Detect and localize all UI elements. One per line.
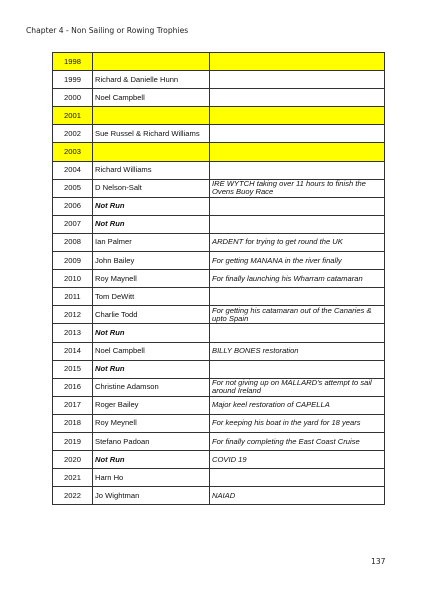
table-row [53,179,385,197]
table-row [53,432,385,450]
table-row [53,288,385,306]
winner-cell: Jo Wightman [93,487,210,505]
winner-cell [93,53,210,71]
reason-cell [210,53,385,71]
table-row [53,161,385,179]
reason-cell [210,288,385,306]
year-cell: 2021 [53,469,93,487]
winner-cell: John Bailey [93,252,210,270]
year-cell: 2014 [53,342,93,360]
year-cell: 2007 [53,215,93,233]
table-row [53,469,385,487]
reason-cell: ARDENT for trying to get round the UK [210,233,385,251]
winner-cell: Not Run [93,451,210,469]
reason-cell: For keeping his boat in the yard for 18 years [210,414,385,432]
reason-cell [210,215,385,233]
year-cell: 2006 [53,197,93,215]
year-cell: 2002 [53,125,93,143]
year-cell: 2005 [53,179,93,197]
winner-cell: Charlie Todd [93,306,210,324]
year-cell: 2018 [53,414,93,432]
year-cell: 2022 [53,487,93,505]
trophy-table-body [53,53,385,505]
reason-cell: For finally launching his Wharram catamaran [210,270,385,288]
table-row [53,487,385,505]
winner-cell: Richard Williams [93,161,210,179]
reason-cell: IRE WYTCH taking over 11 hours to finish the Ovens Buoy Race [210,179,385,197]
reason-cell [210,197,385,215]
winner-cell: Noel Campbell [93,342,210,360]
table-row [53,306,385,324]
table-row [53,270,385,288]
year-cell: 1998 [53,53,93,71]
reason-cell: For getting his catamaran out of the Canaries & upto Spain [210,306,385,324]
year-cell: 2020 [53,451,93,469]
table-row [53,342,385,360]
reason-cell [210,360,385,378]
year-cell: 1999 [53,71,93,89]
winner-cell: Not Run [93,360,210,378]
reason-cell [210,89,385,107]
reason-cell [210,71,385,89]
table-row [53,396,385,414]
winner-cell: Not Run [93,215,210,233]
table-row [53,233,385,251]
year-cell: 2009 [53,252,93,270]
table-row [53,414,385,432]
year-cell: 2004 [53,161,93,179]
year-cell: 2016 [53,378,93,396]
reason-cell: BILLY BONES restoration [210,342,385,360]
winner-cell: Not Run [93,197,210,215]
winner-cell: Roy Maynell [93,270,210,288]
winner-cell: Not Run [93,324,210,342]
year-cell: 2001 [53,107,93,125]
year-cell: 2015 [53,360,93,378]
winner-cell: Tom DeWitt [93,288,210,306]
table-row [53,125,385,143]
reason-cell: NAIAD [210,487,385,505]
reason-cell: For not giving up on MALLARD's attempt to sail around Ireland [210,378,385,396]
table-row [53,197,385,215]
chapter-heading: Chapter 4 - Non Sailing or Rowing Trophies [26,26,189,35]
winner-cell: Roy Meynell [93,414,210,432]
table-row [53,89,385,107]
year-cell: 2011 [53,288,93,306]
year-cell: 2003 [53,143,93,161]
table-row [53,360,385,378]
table-row [53,324,385,342]
winner-cell: Noel Campbell [93,89,210,107]
reason-cell [210,161,385,179]
winner-cell: D Nelson-Salt [93,179,210,197]
reason-cell [210,125,385,143]
winner-cell: Stefano Padoan [93,432,210,450]
reason-cell [210,469,385,487]
reason-cell: For getting MANANA in the river finally [210,252,385,270]
reason-cell [210,143,385,161]
year-cell: 2017 [53,396,93,414]
table-row [53,252,385,270]
table-row [53,107,385,125]
reason-cell [210,324,385,342]
year-cell: 2010 [53,270,93,288]
winner-cell: Richard & Danielle Hunn [93,71,210,89]
year-cell: 2000 [53,89,93,107]
winner-cell: Christine Adamson [93,378,210,396]
winner-cell: Harn Ho [93,469,210,487]
reason-cell: Major keel restoration of CAPELLA [210,396,385,414]
winner-cell [93,143,210,161]
year-cell: 2012 [53,306,93,324]
table-row [53,215,385,233]
table-row [53,71,385,89]
page-number: 137 [371,557,386,566]
winner-cell: Roger Bailey [93,396,210,414]
table-row [53,451,385,469]
reason-cell: For finally completing the East Coast Cruise [210,432,385,450]
year-cell: 2019 [53,432,93,450]
winner-cell [93,107,210,125]
trophy-table [52,52,385,505]
table-row [53,378,385,396]
winner-cell: Sue Russel & Richard Williams [93,125,210,143]
year-cell: 2013 [53,324,93,342]
year-cell: 2008 [53,233,93,251]
winner-cell: Ian Palmer [93,233,210,251]
reason-cell: COVID 19 [210,451,385,469]
reason-cell [210,107,385,125]
table-row [53,53,385,71]
table-row [53,143,385,161]
